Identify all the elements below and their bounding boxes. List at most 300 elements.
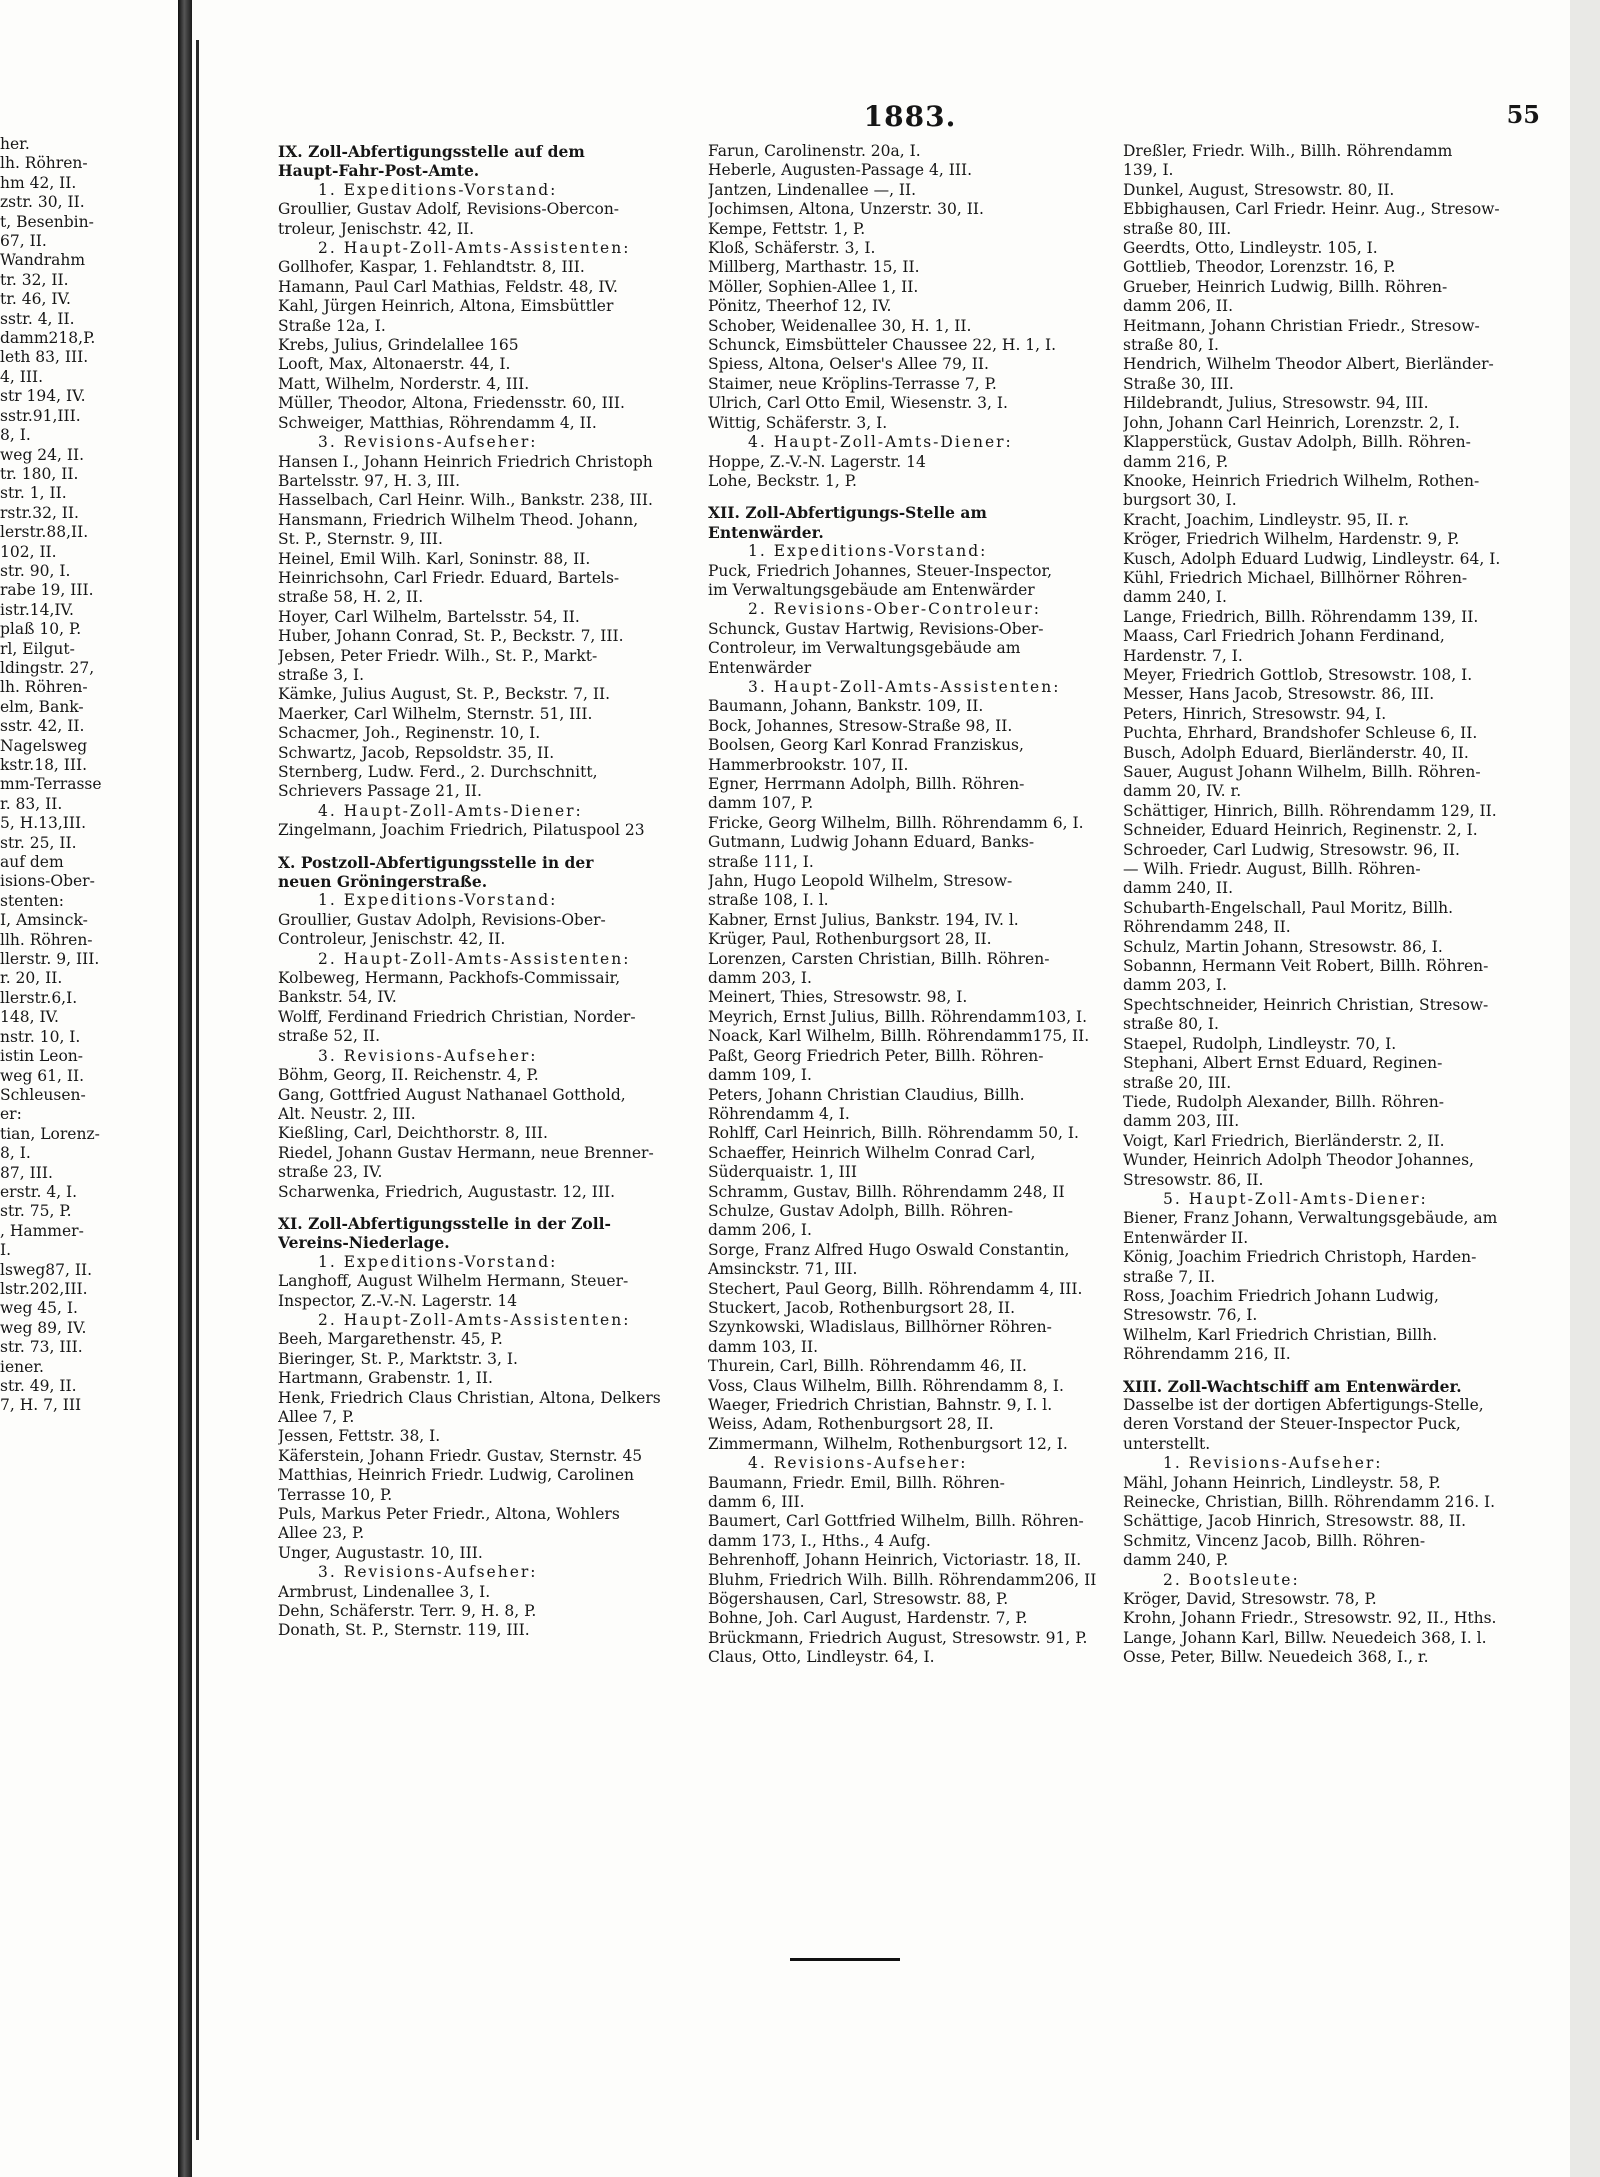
entry-line: Kempe, Fettstr. 1, P. [708,219,866,238]
section-heading: XI. Zoll-Abfertigungsstelle in der Zoll- [278,1213,611,1233]
entry-line: Schweiger, Matthias, Röhrendamm 4, II. [278,413,597,432]
entry-line: Kolbeweg, Hermann, Packhofs-Commissair, [278,969,621,988]
fragment-line: lsweg87, II. [0,1260,93,1279]
entry-line: Allee 7, P. [278,1408,355,1426]
fragment-line: str. 1, II. [0,484,67,503]
entry-line: Jochimsen, Altona, Unzerstr. 30, II. [708,200,984,219]
entry-line: Allee 23, P. [278,1524,365,1543]
fragment-line: 8, I. [0,426,31,445]
subsection-heading: 5. Haupt-Zoll-Amts-Diener: [1163,1189,1428,1208]
entry-line: Egner, Herrmann Adolph, Billh. Röhren- [708,775,1025,793]
entry-line: Kracht, Joachim, Lindleystr. 95, II. r. [1123,510,1410,529]
fragment-line: rstr.32, II. [0,503,79,522]
fragment-line: lerstr.88,II. [0,523,89,542]
entry-line: Amsinckstr. 71, III. [708,1260,858,1279]
fragment-line: r. 20, II. [0,969,63,988]
entry-line: Gollhofer, Kaspar, 1. Fehlandtstr. 8, III. [278,258,585,277]
fragment-line: 4, III. [0,367,44,386]
entry-line: Henk, Friedrich Claus Christian, Altona, Delkers [278,1388,661,1407]
text-column-2 [708,142,1120,1668]
entry-line: Jahn, Hugo Leopold Wilhelm, Stresow- [708,872,1013,891]
subsection-heading: 3. Haupt-Zoll-Amts-Assistenten: [748,677,1061,696]
entry-line: damm 20, IV. r. [1123,782,1242,801]
entry-line: Krüger, Paul, Rothenburgsort 28, II. [708,930,992,949]
entry-line: burgsort 30, I. [1123,491,1237,510]
entry-line: Groullier, Gustav Adolph, Revisions-Ober- [278,910,606,929]
entry-line: Behrenhoff, Johann Heinrich, Victoriastr. 18, II. [708,1551,1082,1570]
entry-line: Lorenzen, Carsten Christian, Billh. Röhren- [708,949,1050,968]
fragment-line: lstr.202,III. [0,1279,88,1298]
entry-line: Straße 12a, I. [278,316,386,335]
entry-line: straße 58, H. 2, II. [278,588,424,607]
entry-line: Käferstein, Johann Friedr. Gustav, Sternstr. 45 [278,1446,643,1465]
entry-line: Sternberg, Ludw. Ferd., 2. Durchschnitt, [278,763,598,781]
subsection-heading: 4. Revisions-Aufseher: [748,1454,968,1473]
fragment-line: er: [0,1105,22,1124]
subsection-heading: 2. Revisions-Ober-Controleur: [748,600,1042,619]
section-heading: Entenwärder. [708,522,824,542]
entry-line: Tiede, Rudolph Alexander, Billh. Röhren- [1123,1092,1444,1111]
entry-line: Noack, Karl Wilhelm, Billh. Röhrendamm175, II. [708,1027,1090,1046]
entry-line: Lohe, Beckstr. 1, P. [708,471,857,490]
entry-line: Klapperstück, Gustav Adolph, Billh. Röhren- [1123,433,1471,452]
entry-line: Grueber, Heinrich Ludwig, Billh. Röhren- [1123,277,1448,296]
entry-line: Staimer, neue Kröplins-Terrasse 7, P. [708,374,997,393]
fragment-line: str. 75, P. [0,1202,72,1221]
fragment-line: leth 83, III. [0,348,89,367]
entry-line: Weiss, Adam, Rothenburgsort 28, II. [708,1415,994,1434]
entry-line: damm 109, I. [708,1066,812,1085]
entry-line: Bankstr. 54, IV. [278,988,397,1007]
entry-line: Thurein, Carl, Billh. Röhrendamm 46, II. [708,1357,1027,1376]
gutter-edge-line [196,40,199,2140]
entry-line: Puls, Markus Peter Friedr., Altona, Wohlers [278,1505,620,1524]
entry-line: Schättige, Jacob Hinrich, Stresowstr. 88, II. [1123,1512,1467,1531]
entry-line: damm 206, II. [1123,297,1234,316]
fragment-line: kstr.18, III. [0,756,88,774]
book-gutter [178,0,192,2177]
subsection-heading: 1. Expeditions-Vorstand: [748,542,988,561]
fragment-line: weg 61, II. [0,1066,85,1085]
entry-line: — Wilh. Friedr. August, Billh. Röhren- [1123,860,1421,879]
entry-line: damm 173, I., Hths., 4 Aufg. [708,1531,931,1550]
fragment-line: istr.14,IV. [0,600,74,619]
entry-line: Terrasse 10, P. [278,1485,393,1504]
entry-line: König, Joachim Friedrich Christoph, Harden- [1123,1248,1477,1267]
entry-line: Schulz, Martin Johann, Stresowstr. 86, I. [1123,937,1443,956]
entry-line: straße 3, I. [278,665,365,684]
page-number: 55 [1506,100,1540,129]
entry-line: straße 23, IV. [278,1163,383,1182]
subsection-heading: 4. Haupt-Zoll-Amts-Diener: [318,801,583,820]
entry-line: Huber, Johann Conrad, St. P., Beckstr. 7, III. [278,627,624,646]
entry-line: Krebs, Julius, Grindelallee 165 [278,336,519,355]
entry-line: damm 103, II. [708,1337,819,1356]
entry-line: Spechtschneider, Heinrich Christian, Stresow- [1123,995,1489,1014]
entry-line: Looft, Max, Altonaerstr. 44, I. [278,355,511,374]
entry-line: Rohlff, Carl Heinrich, Billh. Röhrendamm 50, I. [708,1124,1079,1143]
fragment-line: auf dem [0,853,64,872]
fragment-line: rabe 19, III. [0,581,94,600]
entry-line: troleur, Jenischstr. 42, II. [278,219,475,238]
subsection-heading: 1. Expeditions-Vorstand: [318,1252,558,1271]
entry-line: Schulze, Gustav Adolph, Billh. Röhren- [708,1201,1013,1220]
entry-line: Heitmann, Johann Christian Friedr., Stresow- [1123,316,1480,335]
entry-line: Riedel, Johann Gustav Hermann, neue Brenner- [278,1143,654,1162]
entry-line: Unger, Augustastr. 10, III. [278,1543,483,1562]
subsection-heading: 3. Revisions-Aufseher: [318,1046,538,1065]
entry-line: Millberg, Marthastr. 15, II. [708,258,920,277]
subsection-heading: 1. Revisions-Aufseher: [1163,1454,1383,1473]
entry-line: Sorge, Franz Alfred Hugo Oswald Constantin, [708,1240,1070,1259]
entry-line: Krohn, Johann Friedr., Stresowstr. 92, II., Hths. [1123,1609,1497,1628]
fragment-line: 5, H.13,III. [0,814,87,833]
entry-line: Baumert, Carl Gottfried Wilhelm, Billh. Röhren- [708,1512,1084,1531]
entry-line: straße 80, I. [1123,336,1219,355]
entry-line: deren Vorstand der Steuer-Inspector Puck, [1123,1415,1461,1434]
section-heading: IX. Zoll-Abfertigungsstelle auf dem [278,142,585,161]
entry-line: damm 206, I. [708,1221,812,1240]
entry-line: Kahl, Jürgen Heinrich, Altona, Eimsbüttler [278,297,614,316]
entry-line: Schober, Weidenallee 30, H. 1, II. [708,316,972,335]
entry-line: Bohne, Joh. Carl August, Hardenstr. 7, P. [708,1609,1028,1628]
entry-line: Peters, Johann Christian Claudius, Billh. [708,1085,1025,1104]
entry-line: straße 111, I. [708,852,814,871]
fragment-line: Wandrahm [0,251,86,270]
entry-line: Schramm, Gustav, Billh. Röhrendamm 248, II [708,1182,1065,1201]
fragment-line: weg 89, IV. [0,1318,87,1337]
entry-line: Maerker, Carl Wilhelm, Sternstr. 51, III. [278,704,593,723]
entry-line: Controleur, Jenischstr. 42, II. [278,930,506,949]
fragment-line: Nagelsweg [0,736,88,755]
entry-line: Schrievers Passage 21, II. [278,782,482,801]
entry-line: Reinecke, Christian, Billh. Röhrendamm 216. I. [1123,1493,1496,1512]
entry-line: Schwartz, Jacob, Repsoldstr. 35, II. [278,743,555,762]
subsection-heading: 1. Expeditions-Vorstand: [318,180,558,199]
entry-line: Claus, Otto, Lindleystr. 64, I. [708,1648,935,1667]
entry-line: Biener, Franz Johann, Verwaltungsgebäude, am [1123,1209,1498,1228]
fragment-line: 8, I. [0,1144,31,1163]
fragment-line: damm218,P. [0,329,96,348]
fragment-line: llerstr.6,I. [0,988,78,1007]
entry-line: Süderquaistr. 1, III [708,1163,858,1182]
previous-page-fragment [0,135,176,1416]
fragment-line: 7, H. 7, III [0,1396,82,1415]
subsection-heading: 1. Expeditions-Vorstand: [318,891,558,910]
fragment-line: t, Besenbin- [0,212,94,231]
entry-line: Jessen, Fettstr. 38, I. [278,1427,441,1446]
fragment-line: Schleusen- [0,1085,86,1104]
fragment-line: tian, Lorenz- [0,1124,100,1143]
fragment-line: llerstr. 9, III. [0,950,100,969]
entry-line: unterstellt. [1123,1434,1211,1453]
entry-line: straße 80, III. [1123,219,1232,238]
fragment-line: r. 83, II. [0,794,63,813]
entry-line: Matt, Wilhelm, Norderstr. 4, III. [278,374,530,393]
entry-line: damm 240, II. [1123,879,1234,898]
entry-line: Jebsen, Peter Friedr. Wilh., St. P., Markt- [278,646,598,665]
section-heading: X. Postzoll-Abfertigungsstelle in der [278,852,594,872]
entry-line: Voss, Claus Wilhelm, Billh. Röhrendamm 8, I. [708,1376,1064,1395]
page-year: 1883. [863,100,957,133]
entry-line: Bluhm, Friedrich Wilh. Billh. Röhrendamm206, II [708,1570,1097,1589]
fragment-line: tr. 180, II. [0,464,79,483]
entry-line: damm 203, III. [1123,1112,1240,1131]
fragment-line: 87, III. [0,1163,53,1182]
entry-line: Fricke, Georg Wilhelm, Billh. Röhrendamm 6, I. [708,813,1084,832]
entry-line: Wunder, Heinrich Adolph Theodor Johannes, [1123,1151,1474,1170]
entry-line: Baumann, Friedr. Emil, Billh. Röhren- [708,1473,1005,1492]
entry-line: Alt. Neustr. 2, III. [278,1104,416,1123]
fragment-line: stenten: [0,891,64,910]
entry-line: Meinert, Thies, Stresowstr. 98, I. [708,988,968,1007]
section-gap [278,1202,690,1214]
entry-line: Hardenstr. 7, I. [1123,646,1243,665]
entry-line: straße 52, II. [278,1027,381,1046]
section-gap [708,491,1120,503]
fragment-line: plaß 10, P. [0,620,82,639]
entry-line: 139, I. [1123,161,1174,180]
entry-line: Schunck, Gustav Hartwig, Revisions-Ober- [708,619,1044,638]
entry-line: Röhrendamm 248, II. [1123,918,1291,937]
entry-line: Kabner, Ernst Julius, Bankstr. 194, IV. l. [708,910,1019,929]
fragment-line: 67, II. [0,232,47,251]
entry-line: Ross, Joachim Friedrich Johann Ludwig, [1123,1286,1439,1305]
entry-line: Geerdts, Otto, Lindleystr. 105, I. [1123,239,1378,258]
fragment-line: hm 42, II. [0,173,77,192]
fragment-line: iener. [0,1357,44,1376]
entry-line: Ebbighausen, Carl Friedr. Heinr. Aug., Stresow- [1123,200,1500,219]
entry-line: Stresowstr. 76, I. [1123,1306,1258,1325]
subsection-heading: 4. Haupt-Zoll-Amts-Diener: [748,433,1013,452]
entry-line: Kloß, Schäferstr. 3, I. [708,239,876,258]
entry-line: Gang, Gottfried August Nathanael Gotthold, [278,1085,626,1104]
fragment-line: mm-Terrasse [0,775,102,794]
entry-line: Messer, Hans Jacob, Stresowstr. 86, III. [1123,685,1435,704]
entry-line: damm 240, I. [1123,588,1227,607]
entry-line: Groullier, Gustav Adolf, Revisions-Obercon- [278,200,620,219]
subsection-heading: 2. Haupt-Zoll-Amts-Assistenten: [318,1310,631,1329]
entry-line: Controleur, im Verwaltungsgebäude am [708,639,1021,658]
entry-line: Heinrichsohn, Carl Friedr. Eduard, Bartels- [278,568,620,587]
entry-line: Brückmann, Friedrich August, Stresowstr. 91, P. [708,1628,1088,1647]
fragment-line: sstr. 42, II. [0,717,85,736]
fragment-line: weg 24, II. [0,445,85,464]
fragment-line: llh. Röhren- [0,930,93,949]
entry-line: damm 240, P. [1123,1551,1229,1570]
section-heading: neuen Gröningerstraße. [278,872,488,892]
entry-line: Busch, Adolph Eduard, Bierländerstr. 40, II. [1123,743,1469,762]
entry-line: Gutmann, Ludwig Johann Eduard, Banks- [708,833,1035,852]
entry-line: Baumann, Johann, Bankstr. 109, II. [708,697,984,716]
entry-line: Röhrendamm 4, I. [708,1104,850,1123]
entry-line: Hoppe, Z.-V.-N. Lagerstr. 14 [708,452,926,471]
entry-line: Dunkel, August, Stresowstr. 80, II. [1123,180,1395,199]
fragment-line: rl, Eilgut- [0,639,75,658]
entry-line: Heberle, Augusten-Passage 4, III. [708,161,972,180]
entry-line: Stresowstr. 86, II. [1123,1170,1264,1189]
subsection-heading: 2. Bootsleute: [1163,1570,1300,1589]
entry-line: Puck, Friedrich Johannes, Steuer-Inspector, [708,561,1053,580]
fragment-line: ldingstr. 27, [0,658,95,677]
entry-line: Szynkowski, Wladislaus, Billhörner Röhren- [708,1318,1052,1337]
entry-line: Dreßler, Friedr. Wilh., Billh. Röhrendamm [1123,142,1453,160]
fragment-line: istin Leon- [0,1047,84,1066]
entry-line: Sobannn, Hermann Veit Robert, Billh. Röhren- [1123,957,1489,976]
entry-line: Kämke, Julius August, St. P., Beckstr. 7, II. [278,685,611,704]
text-column-1 [278,142,690,1641]
entry-line: Beeh, Margarethenstr. 45, P. [278,1330,503,1349]
entry-line: Möller, Sophien-Allee 1, II. [708,277,919,296]
fragment-line: lh. Röhren- [0,678,88,697]
section-heading: XII. Zoll-Abfertigungs-Stelle am [708,503,987,523]
entry-line: Schättiger, Hinrich, Billh. Röhrendamm 129, II. [1123,801,1497,820]
entry-line: Entenwärder [708,658,812,677]
entry-line: Sauer, August Johann Wilhelm, Billh. Röhren- [1123,763,1481,781]
entry-line: Straße 30, III. [1123,374,1234,393]
entry-line: Matthias, Heinrich Friedr. Ludwig, Carolinen [278,1466,635,1485]
entry-line: damm 203, I. [708,969,812,988]
entry-line: Kusch, Adolph Eduard Ludwig, Lindleystr. 64, I. [1123,549,1501,568]
entry-line: Röhrendamm 216, II. [1123,1345,1291,1364]
entry-line: Hasselbach, Carl Heinr. Wilh., Bankstr. 238, III. [278,491,653,510]
entry-line: damm 6, III. [708,1493,805,1512]
entry-line: Inspector, Z.-V.-N. Lagerstr. 14 [278,1291,518,1310]
entry-line: Dehn, Schäferstr. Terr. 9, H. 8, P. [278,1602,537,1621]
entry-line: Bögershausen, Carl, Stresowstr. 88, P. [708,1590,1009,1609]
entry-line: Meyrich, Ernst Julius, Billh. Röhrendamm103, I. [708,1007,1088,1026]
entry-line: Hansmann, Friedrich Wilhelm Theod. Johann, [278,510,639,529]
entry-line: straße 80, I. [1123,1015,1219,1034]
entry-line: Müller, Theodor, Altona, Friedensstr. 60, III. [278,394,625,413]
entry-line: Ulrich, Carl Otto Emil, Wiesenstr. 3, I. [708,394,1008,413]
entry-line: Schroeder, Carl Ludwig, Stresowstr. 96, II. [1123,840,1460,859]
entry-line: Hendrich, Wilhelm Theodor Albert, Bierländer- [1123,355,1494,374]
fragment-line: sstr. 4, II. [0,309,75,328]
entry-line: Farun, Carolinenstr. 20a, I. [708,142,921,160]
entry-line: Knooke, Heinrich Friedrich Wilhelm, Rothen- [1123,471,1480,490]
entry-line: Schmitz, Vincenz Jacob, Billh. Röhren- [1123,1531,1426,1550]
section-heading: Haupt-Fahr-Post-Amte. [278,161,480,181]
entry-line: Zingelmann, Joachim Friedrich, Pilatuspool 23 [278,821,645,840]
entry-line: Bartelsstr. 97, H. 3, III. [278,471,461,490]
entry-line: Puchta, Ehrhard, Brandshofer Schleuse 6, II. [1123,724,1478,743]
fragment-line: str. 49, II. [0,1377,77,1395]
subsection-heading: 3. Revisions-Aufseher: [318,1563,538,1582]
fragment-line: erstr. 4, I. [0,1182,78,1201]
entry-line: damm 216, P. [1123,452,1229,471]
fragment-line: 102, II. [0,542,57,561]
entry-line: Osse, Peter, Billw. Neuedeich 368, I., r. [1123,1648,1429,1667]
entry-line: Hansen I., Johann Heinrich Friedrich Christoph [278,452,653,471]
entry-line: Schaeffer, Heinrich Wilhelm Conrad Carl, [708,1143,1036,1162]
fragment-line: , Hammer- [0,1221,84,1240]
fragment-line: zstr. 30, II. [0,193,85,212]
subsection-heading: 2. Haupt-Zoll-Amts-Assistenten: [318,239,631,258]
entry-line: Boolsen, Georg Karl Konrad Franziskus, [708,736,1024,755]
fragment-line: str. 90, I. [0,561,71,580]
entry-line: Heinel, Emil Wilh. Karl, Soninstr. 88, II. [278,549,591,568]
entry-line: Lange, Friedrich, Billh. Röhrendamm 139, II. [1123,607,1479,626]
entry-line: Bieringer, St. P., Marktstr. 3, I. [278,1349,518,1368]
entry-line: straße 7, II. [1123,1267,1216,1286]
entry-line: Hamann, Paul Carl Mathias, Feldstr. 48, IV. [278,277,618,296]
entry-line: Kröger, Friedrich Wilhelm, Hardenstr. 9, P. [1123,530,1460,549]
subsection-heading: 3. Revisions-Aufseher: [318,433,538,452]
entry-line: Bock, Johannes, Stresow-Straße 98, II. [708,716,1013,735]
entry-line: Dasselbe ist der dortigen Abfertigungs-Stelle, [1123,1396,1484,1414]
entry-line: Lange, Johann Karl, Billw. Neuedeich 368, I. l. [1123,1628,1487,1647]
entry-line: Donath, St. P., Sternstr. 119, III. [278,1621,530,1640]
entry-line: Armbrust, Lindenallee 3, I. [278,1582,491,1601]
scan-margin [1570,0,1600,2177]
entry-line: Schneider, Eduard Heinrich, Reginenstr. 2, I. [1123,821,1478,840]
entry-line: Voigt, Karl Friedrich, Bierländerstr. 2, II. [1123,1131,1445,1150]
entry-line: Maass, Carl Friedrich Johann Ferdinand, [1123,627,1445,646]
entry-line: Spiess, Altona, Oelser's Allee 79, II. [708,355,989,374]
entry-line: Meyer, Friedrich Gottlob, Stresowstr. 108, I. [1123,665,1473,684]
entry-line: Wolff, Ferdinand Friedrich Christian, Norder- [278,1007,636,1026]
entry-line: Schubarth-Engelschall, Paul Moritz, Billh. [1123,898,1454,917]
entry-line: Wittig, Schäferstr. 3, I. [708,413,888,432]
entry-line: Pönitz, Theerhof 12, IV. [708,297,892,316]
entry-line: Hartmann, Grabenstr. 1, II. [278,1369,493,1388]
entry-line: straße 20, III. [1123,1073,1232,1092]
entry-line: Zimmermann, Wilhelm, Rothenburgsort 12, I. [708,1434,1068,1453]
entry-line: Mähl, Johann Heinrich, Lindleystr. 58, P. [1123,1473,1441,1492]
entry-line: Stechert, Paul Georg, Billh. Röhrendamm 4, III. [708,1279,1083,1298]
fragment-line: her. [0,135,30,153]
fragment-line: I. [0,1241,12,1260]
fragment-line: weg 45, I. [0,1299,78,1318]
subsection-heading: 2. Haupt-Zoll-Amts-Assistenten: [318,949,631,968]
entry-line: Kröger, David, Stresowstr. 78, P. [1123,1590,1377,1609]
entry-line: Langhoff, August Wilhelm Hermann, Steuer- [278,1272,629,1291]
entry-line: Kühl, Friedrich Michael, Billhörner Röhren- [1123,568,1468,587]
fragment-line: nstr. 10, I. [0,1027,81,1046]
fragment-line: str. 73, III. [0,1338,83,1357]
section-gap [278,841,690,853]
entry-line: im Verwaltungsgebäude am Entenwärder [708,580,1035,599]
fragment-line: sstr.91,III. [0,406,81,425]
text-column-3 [1123,142,1553,1668]
fragment-line: elm, Bank- [0,697,84,716]
entry-line: Hammerbrookstr. 107, II. [708,755,909,774]
entry-line: Waeger, Friedrich Christian, Bahnstr. 9, I. l. [708,1396,1053,1414]
entry-line: Hildebrandt, Julius, Stresowstr. 94, III. [1123,394,1429,413]
entry-line: Schunck, Eimsbütteler Chaussee 22, H. 1, I. [708,336,1057,355]
entry-line: Wilhelm, Karl Friedrich Christian, Billh. [1123,1325,1438,1344]
entry-line: Böhm, Georg, II. Reichenstr. 4, P. [278,1066,539,1085]
section-heading: Vereins-Niederlage. [278,1233,450,1253]
entry-line: Scharwenka, Friedrich, Augustastr. 12, III. [278,1182,616,1201]
entry-line: Peters, Hinrich, Stresowstr. 94, I. [1123,704,1387,723]
entry-line: Kießling, Carl, Deichthorstr. 8, III. [278,1124,548,1143]
entry-line: straße 108, I. l. [708,891,829,910]
entry-line: St. P., Sternstr. 9, III. [278,530,443,549]
entry-line: Paßt, Georg Friedrich Peter, Billh. Röhren- [708,1046,1044,1065]
entry-line: damm 107, P. [708,794,814,813]
entry-line: Entenwärder II. [1123,1228,1249,1247]
entry-line: Hoyer, Carl Wilhelm, Bartelsstr. 54, II. [278,607,580,626]
entry-line: John, Johann Carl Heinrich, Lorenzstr. 2, I. [1123,413,1460,432]
entry-line: damm 203, I. [1123,976,1227,995]
section-heading: XIII. Zoll-Wachtschiff am Entenwärder. [1123,1376,1462,1396]
section-gap [1123,1365,1553,1377]
entry-line: Gottlieb, Theodor, Lorenzstr. 16, P. [1123,258,1396,277]
end-of-page-rule [790,1958,900,1961]
entry-line: Staepel, Rudolph, Lindleystr. 70, I. [1123,1034,1397,1053]
